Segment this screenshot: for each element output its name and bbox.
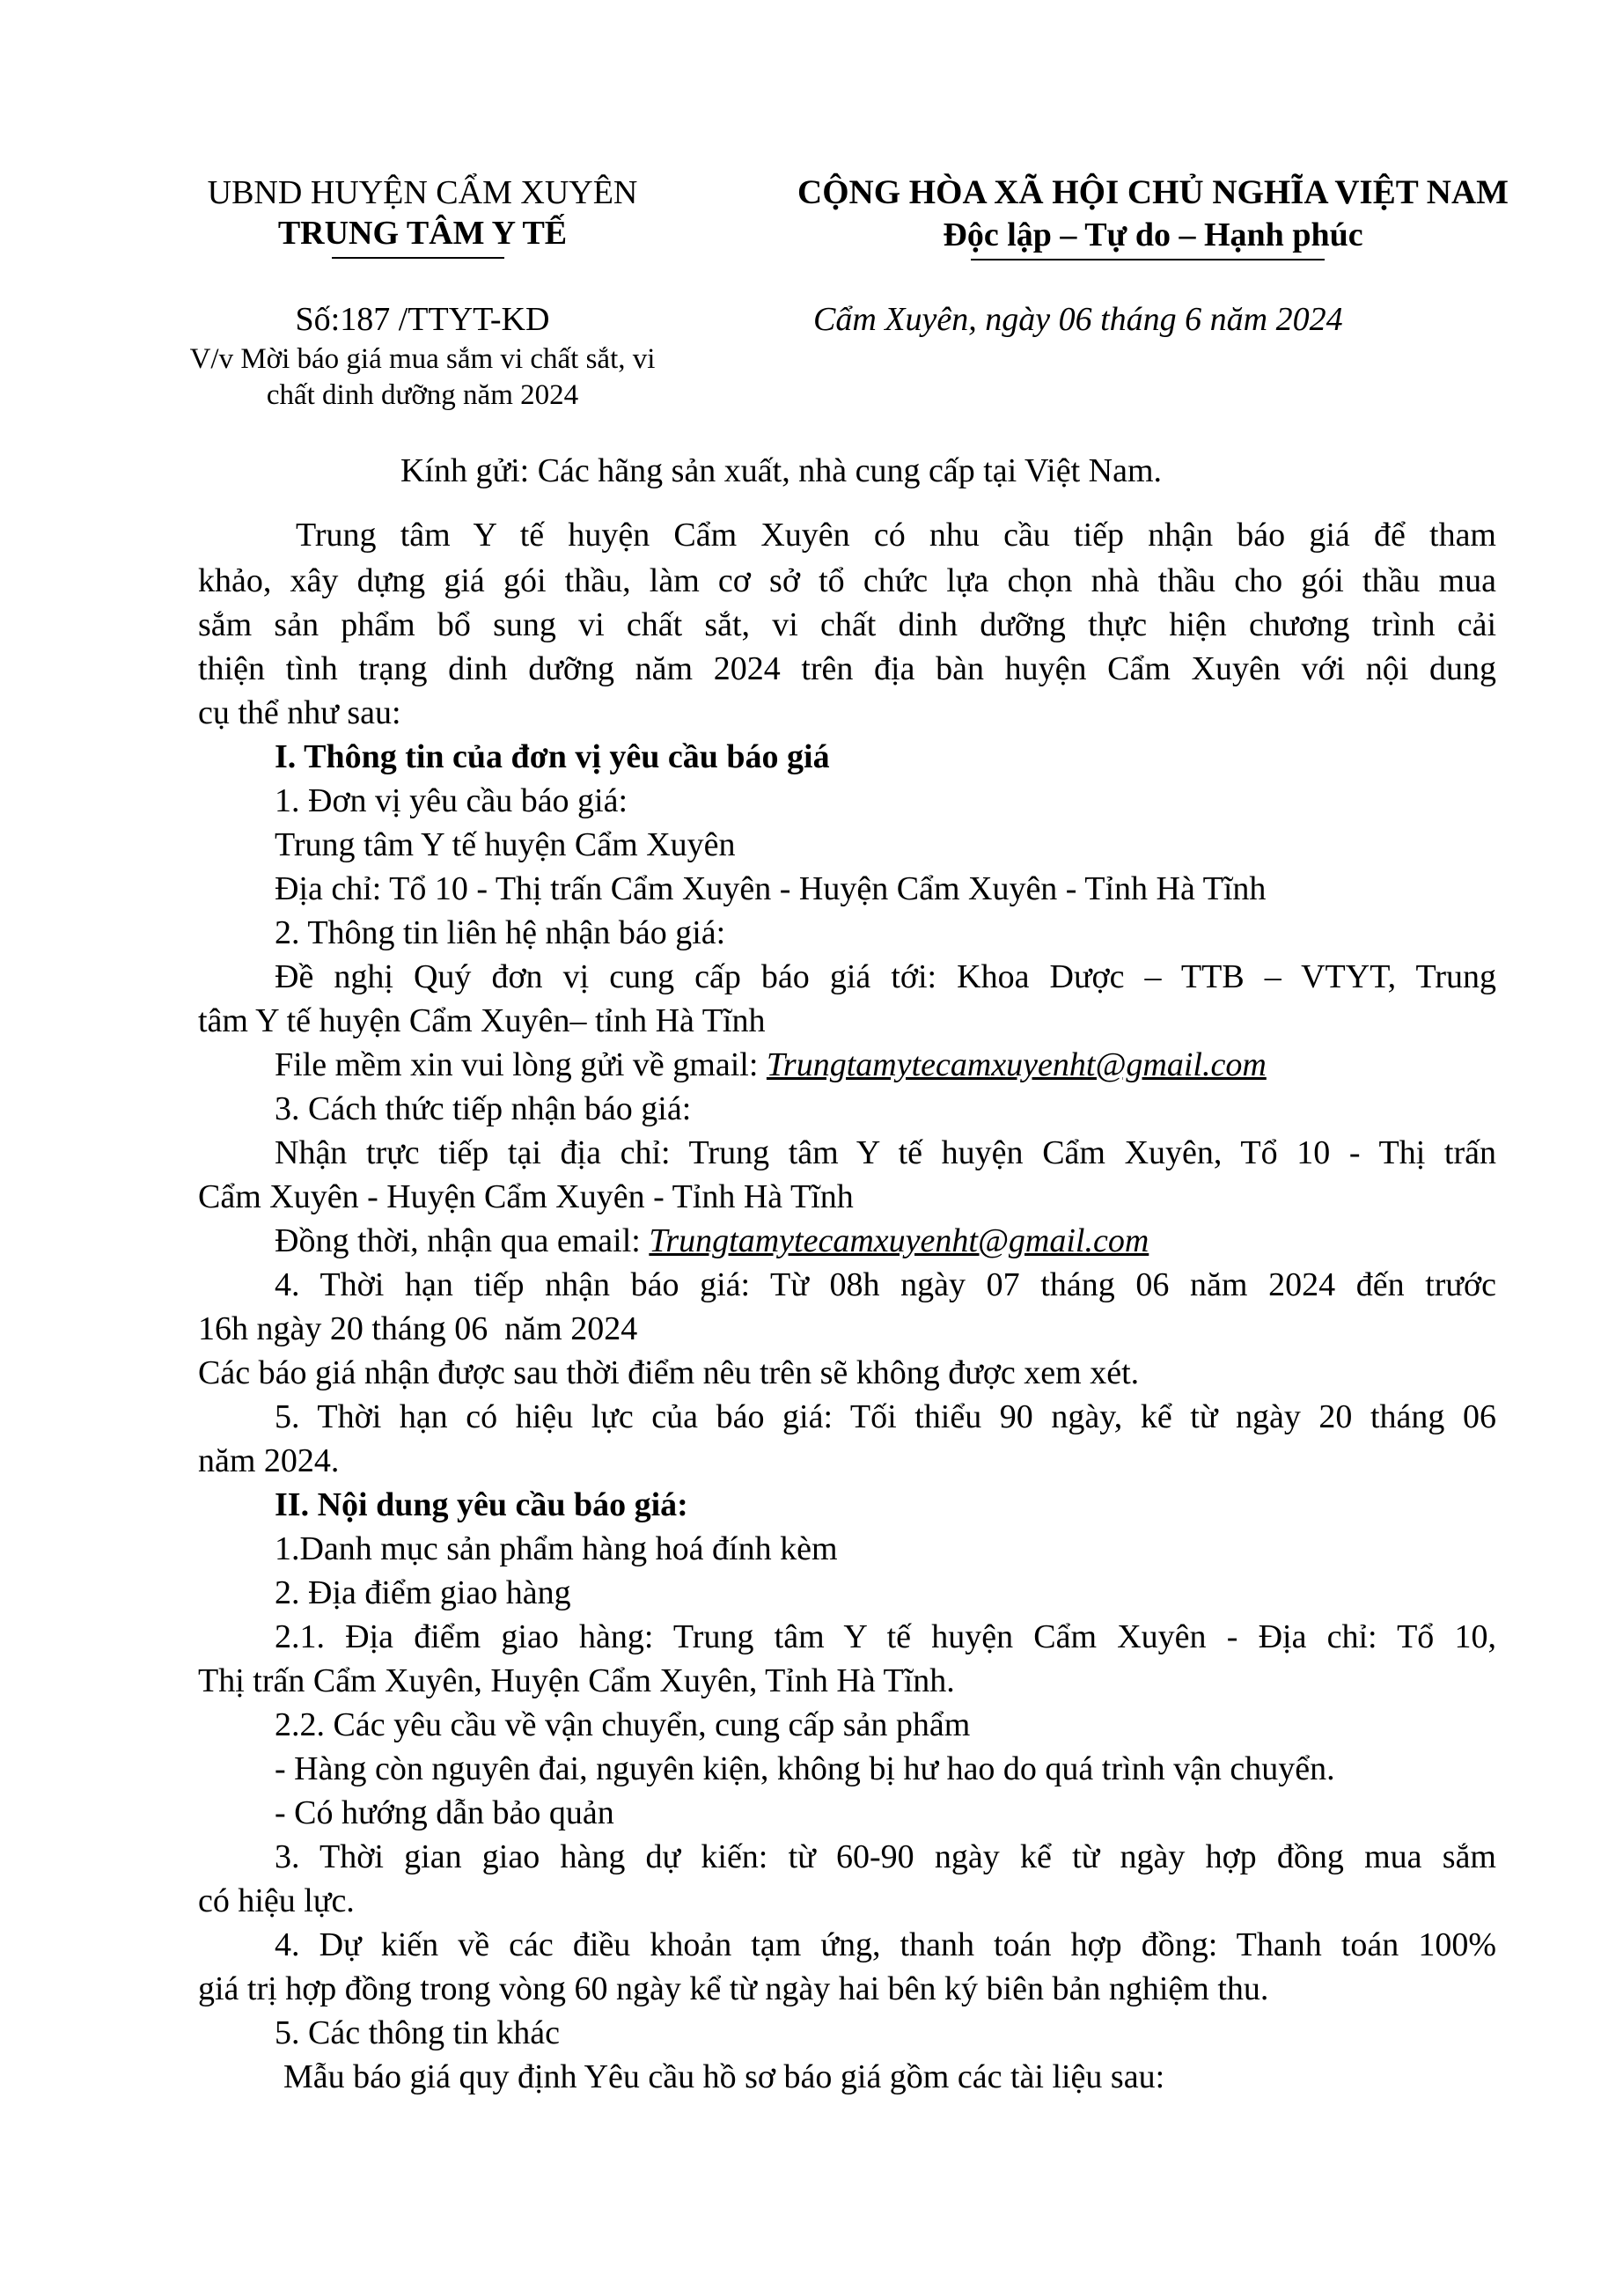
s2-item22-bullet1: - Hàng còn nguyên đai, nguyên kiện, không bị hư hao do quá trình vận chuyển. [275,1750,1335,1787]
s1-file-label: File mềm xin vui lòng gửi về gmail: [275,1046,767,1083]
email-link[interactable]: Trungtamytecamxuyenht@gmail.com [649,1222,1149,1259]
s1-item4-line3: Các báo giá nhận được sau thời điểm nêu trên sẽ không được xem xét. [198,1354,1140,1391]
org-unit: TRUNG TÂM Y TẾ [277,215,568,252]
nation-title: CỘNG HÒA XÃ HỘI CHỦ NGHĨA VIỆT NAM [797,173,1509,211]
s1-item3-line2: Cẩm Xuyên - Huyện Cẩm Xuyên - Tỉnh Hà Tĩnh [198,1178,854,1215]
s1-item2-line2: tâm Y tế huyện Cẩm Xuyên– tỉnh Hà Tĩnh [198,1002,766,1039]
org-underline [332,257,504,259]
s2-item22: 2.2. Các yêu cầu về vận chuyển, cung cấp sản phẩm [275,1706,971,1743]
org-name: UBND HUYỆN CẨM XUYÊN [207,174,638,211]
s1-item5-line1: 5. Thời hạn có hiệu lực của báo giá: Tối thiểu 90 ngày, kể từ ngày 20 tháng 06 [275,1398,1496,1435]
s1-item3-title: 3. Cách thức tiếp nhận báo giá: [275,1090,692,1127]
s2-item2: 2. Địa điểm giao hàng [275,1574,571,1611]
s1-item5-line2: năm 2024. [198,1442,340,1479]
intro-line-1: Trung tâm Y tế huyện Cẩm Xuyên có nhu cầu tiếp nhận báo giá để tham [296,517,1496,554]
s1-item4-line1: 4. Thời hạn tiếp nhận báo giá: Từ 08h ngày 07 tháng 06 năm 2024 đến trước [275,1266,1496,1303]
s2-item3-line2: có hiệu lực. [198,1882,355,1919]
motto-underline [971,259,1325,260]
s2-item5-detail: Mẫu báo giá quy định Yêu cầu hồ sơ báo giá gồm các tài liệu sau: [283,2058,1165,2095]
s1-item2-file-row [275,1043,1267,1087]
s2-item1: 1.Danh mục sản phẩm hàng hoá đính kèm [275,1530,838,1567]
s1-item1-address: Địa chỉ: Tổ 10 - Thị trấn Cẩm Xuyên - Huyện Cẩm Xuyên - Tỉnh Hà Tĩnh [275,870,1267,907]
s2-item22-bullet2: - Có hướng dẫn bảo quản [275,1794,614,1831]
s1-item3-email-row [275,1219,1149,1263]
intro-line-4: thiện tình trạng dinh dưỡng năm 2024 trên địa bàn huyện Cẩm Xuyên với nội dung [198,650,1496,687]
intro-line-3: sắm sản phẩm bổ sung vi chất sắt, vi chất dinh dưỡng thực hiện chương trình cải [198,606,1496,643]
s2-item21-line2: Thị trấn Cẩm Xuyên, Huyện Cẩm Xuyên, Tỉnh Hà Tĩnh. [198,1662,955,1699]
email-link[interactable]: Trungtamytecamxuyenht@gmail.com [766,1046,1267,1083]
recipient-line: Kính gửi: Các hãng sản xuất, nhà cung cấp tại Việt Nam. [400,452,1163,489]
s1-item2-title: 2. Thông tin liên hệ nhận báo giá: [275,914,726,951]
doc-subject-line2: chất dinh dưỡng năm 2024 [266,379,579,411]
s2-item4-line2: giá trị hợp đồng trong vòng 60 ngày kể từ ngày hai bên ký biên bản nghiệm thu. [198,1970,1269,2007]
s1-item1-name: Trung tâm Y tế huyện Cẩm Xuyên [275,826,736,863]
s2-item4-line1: 4. Dự kiến về các điều khoản tạm ứng, thanh toán hợp đồng: Thanh toán 100% [275,1926,1496,1963]
doc-number: Số:187 /TTYT-KD [295,301,550,338]
s2-item21-line1: 2.1. Địa điểm giao hàng: Trung tâm Y tế huyện Cẩm Xuyên - Địa chỉ: Tổ 10, [275,1618,1496,1655]
s1-item2-line1: Đề nghị Quý đơn vị cung cấp báo giá tới: Khoa Dược – TTB – VTYT, Trung [275,958,1496,995]
s1-item1-title: 1. Đơn vị yêu cầu báo giá: [275,782,628,819]
nation-motto: Độc lập – Tự do – Hạnh phúc [943,216,1363,253]
section-1-heading: I. Thông tin của đơn vị yêu cầu báo giá [275,738,830,775]
intro-line-5: cụ thể như sau: [198,694,401,731]
s1-item4-line2: 16h ngày 20 tháng 06 năm 2024 [198,1310,638,1347]
intro-line-2: khảo, xây dựng giá gói thầu, làm cơ sở tổ chức lựa chọn nhà thầu cho gói thầu mua [198,562,1496,599]
s1-item3-line1: Nhận trực tiếp tại địa chỉ: Trung tâm Y tế huyện Cẩm Xuyên, Tổ 10 - Thị trấn [275,1134,1496,1171]
s1-email-label: Đồng thời, nhận qua email: [275,1222,650,1259]
place-date: Cẩm Xuyên, ngày 06 tháng 6 năm 2024 [813,301,1343,338]
section-2-heading: II. Nội dung yêu cầu báo giá: [275,1486,688,1523]
s2-item3-line1: 3. Thời gian giao hàng dự kiến: từ 60-90 ngày kể từ ngày hợp đồng mua sắm [275,1838,1496,1875]
doc-subject-line1: V/v Mời báo giá mua sắm vi chất sắt, vi [189,343,656,375]
s2-item5: 5. Các thông tin khác [275,2014,560,2051]
